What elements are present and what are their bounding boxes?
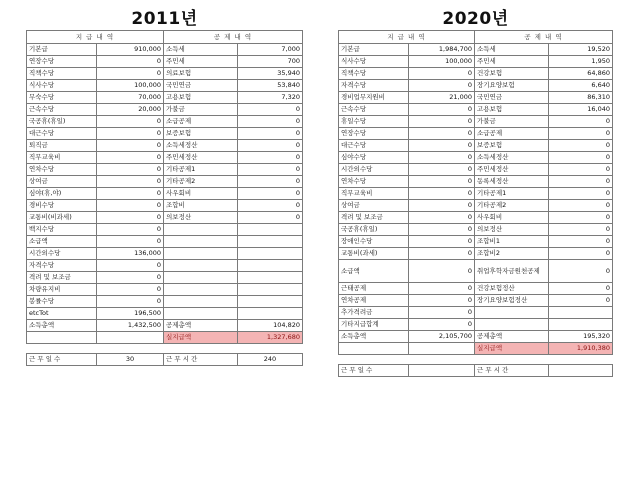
- pay-item-label: 추가격려금: [339, 307, 409, 319]
- deduct-item-label: [164, 224, 238, 236]
- pay-item-amount: 910,000: [97, 44, 164, 56]
- deduct-item-label: 장기요양보험정산: [475, 295, 549, 307]
- table-row: [339, 152, 613, 164]
- pay-item-amount: 0: [409, 164, 475, 176]
- pay-item-label: 상여금: [339, 200, 409, 212]
- pay-item-amount: 0: [409, 260, 475, 283]
- deduct-item-label: 주민세: [475, 56, 549, 68]
- header-pay: 지 급 내 역: [339, 31, 475, 44]
- deduct-item-label: 주민세정산: [164, 152, 238, 164]
- footer-row: [339, 365, 613, 377]
- deduct-item-label: [164, 260, 238, 272]
- deduct-item-amount: 0: [549, 236, 613, 248]
- pay-item-amount: [409, 343, 475, 355]
- header-deduct: 공 제 내 역: [475, 31, 613, 44]
- pay-item-label: 휴일수당: [339, 116, 409, 128]
- deduct-item-amount: 0: [238, 200, 303, 212]
- deduct-item-label: 공제총액: [475, 331, 549, 343]
- pay-item-label: 국공휴(휴일): [339, 224, 409, 236]
- table-row: [339, 307, 613, 319]
- pay-item-amount: 70,000: [97, 92, 164, 104]
- deduct-item-amount: 0: [549, 283, 613, 295]
- deduct-item-label: 소득세정산: [164, 140, 238, 152]
- table-row: [27, 116, 303, 128]
- deduct-item-label: 보증보험: [475, 140, 549, 152]
- footer-table: [338, 364, 613, 377]
- deduct-item-label: [475, 319, 549, 331]
- deduct-item-amount: 0: [549, 164, 613, 176]
- table-row: [339, 343, 613, 355]
- deduct-item-amount: 64,860: [549, 68, 613, 80]
- table-row: [27, 164, 303, 176]
- table-row: [339, 319, 613, 331]
- pay-item-label: 백지수당: [27, 224, 97, 236]
- pay-item-amount: 0: [97, 140, 164, 152]
- footer-table: [26, 353, 303, 366]
- pay-item-amount: 0: [409, 68, 475, 80]
- deduct-item-amount: 104,820: [238, 320, 303, 332]
- pay-item-label: 자격수당: [27, 260, 97, 272]
- pay-item-label: 교통비(비과세): [27, 212, 97, 224]
- pay-item-amount: 0: [409, 104, 475, 116]
- pay-item-amount: 0: [97, 188, 164, 200]
- deduct-item-amount: 0: [549, 200, 613, 212]
- pay-item-label: 직책수당: [27, 68, 97, 80]
- table-row: [27, 320, 303, 332]
- deduct-item-amount: [238, 236, 303, 248]
- table-header-row: [339, 31, 613, 44]
- pay-item-label: 연차수당: [27, 164, 97, 176]
- deduct-item-amount: [238, 284, 303, 296]
- table-row: [27, 332, 303, 344]
- table-row: [27, 272, 303, 284]
- deduct-item-label: [164, 308, 238, 320]
- deduct-item-amount: 0: [549, 248, 613, 260]
- pay-item-label: 장애인수당: [339, 236, 409, 248]
- pay-item-label: 기타지급합계: [339, 319, 409, 331]
- pay-item-label: 시간외수당: [339, 164, 409, 176]
- work-hours-value: [549, 365, 613, 377]
- payslip-2020: [338, 8, 613, 377]
- deduct-item-amount: 0: [549, 128, 613, 140]
- deduct-item-amount: 86,310: [549, 92, 613, 104]
- table-row: [339, 200, 613, 212]
- table-row: [339, 224, 613, 236]
- pay-item-amount: [97, 332, 164, 344]
- pay-item-amount: 0: [97, 272, 164, 284]
- deduct-item-label: 가불금: [475, 116, 549, 128]
- pay-item-amount: 1,984,700: [409, 44, 475, 56]
- deduct-item-label: 소득세정산: [475, 152, 549, 164]
- pay-item-label: 근태공제: [339, 283, 409, 295]
- pay-item-amount: 2,105,700: [409, 331, 475, 343]
- deduct-item-amount: 0: [238, 152, 303, 164]
- deduct-item-amount: 0: [238, 176, 303, 188]
- pay-item-label: 직무교육비: [27, 152, 97, 164]
- deduct-item-label: 공제총액: [164, 320, 238, 332]
- deduct-item-amount: 0: [238, 104, 303, 116]
- pay-item-amount: 0: [409, 319, 475, 331]
- pay-item-label: 격려 및 보조금: [339, 212, 409, 224]
- deduct-item-label: 주민세: [164, 56, 238, 68]
- deduct-item-amount: [238, 224, 303, 236]
- pay-item-label: 대근수당: [27, 128, 97, 140]
- pay-item-label: 경비업무지원비: [339, 92, 409, 104]
- footer-row: [27, 354, 303, 366]
- deduct-item-amount: 0: [549, 152, 613, 164]
- deduct-item-amount: 0: [238, 188, 303, 200]
- pay-item-label: etcTot: [27, 308, 97, 320]
- deduct-item-label: 실지급액: [164, 332, 238, 344]
- table-row: [339, 176, 613, 188]
- deduct-item-amount: [238, 248, 303, 260]
- deduct-item-label: 의료보험: [164, 68, 238, 80]
- pay-item-label: 연장수당: [27, 56, 97, 68]
- deduct-item-amount: [238, 272, 303, 284]
- deduct-item-label: 의보정산: [475, 224, 549, 236]
- deduct-item-amount: 7,000: [238, 44, 303, 56]
- pay-item-label: 직무교육비: [339, 188, 409, 200]
- table-row: [27, 56, 303, 68]
- pay-item-label: 퇴직금: [27, 140, 97, 152]
- deduct-item-label: [164, 284, 238, 296]
- pay-item-amount: 0: [409, 236, 475, 248]
- deduct-item-amount: [238, 308, 303, 320]
- pay-item-amount: 100,000: [97, 80, 164, 92]
- deduct-item-label: 의보정산: [164, 212, 238, 224]
- deduct-item-label: 가불금: [164, 104, 238, 116]
- pay-item-label: 식사수당: [339, 56, 409, 68]
- pay-item-amount: 0: [97, 152, 164, 164]
- pay-item-amount: 0: [409, 212, 475, 224]
- table-row: [339, 80, 613, 92]
- pay-item-amount: 0: [97, 236, 164, 248]
- deduct-item-label: 기타공제2: [475, 200, 549, 212]
- deduct-item-label: 보증보험: [164, 128, 238, 140]
- deduct-item-label: [475, 307, 549, 319]
- pay-item-amount: 0: [409, 188, 475, 200]
- deduct-item-label: 소급공제: [164, 116, 238, 128]
- table-row: [339, 140, 613, 152]
- panel-title: 2011년: [131, 9, 198, 29]
- table-row: [27, 104, 303, 116]
- deduct-item-label: 사우회비: [475, 212, 549, 224]
- pay-item-label: 경비수당: [27, 200, 97, 212]
- deduct-item-label: [164, 236, 238, 248]
- pay-item-amount: 0: [97, 224, 164, 236]
- table-row: [339, 212, 613, 224]
- deduct-item-label: 건강보험정산: [475, 283, 549, 295]
- pay-item-label: 심야(휴,야): [27, 188, 97, 200]
- payslip-table: [26, 30, 303, 344]
- deduct-item-amount: 0: [549, 212, 613, 224]
- pay-item-label: 격려 및 보조금: [27, 272, 97, 284]
- pay-item-amount: 0: [97, 68, 164, 80]
- work-days-value: 30: [97, 354, 164, 366]
- pay-item-amount: 0: [409, 224, 475, 236]
- pay-item-label: 상여금: [27, 176, 97, 188]
- deduct-item-label: 고용보험: [164, 92, 238, 104]
- deduct-item-amount: 195,320: [549, 331, 613, 343]
- table-row: [339, 164, 613, 176]
- deduct-item-amount: 1,950: [549, 56, 613, 68]
- table-row: [27, 188, 303, 200]
- pay-item-label: 소득총액: [27, 320, 97, 332]
- deduct-item-label: 취업후학자금원천공제: [475, 260, 549, 283]
- deduct-item-amount: 0: [549, 224, 613, 236]
- table-row: [27, 128, 303, 140]
- pay-item-label: 시간외수당: [27, 248, 97, 260]
- pay-item-amount: 0: [97, 284, 164, 296]
- deduct-item-label: [164, 272, 238, 284]
- pay-item-amount: 0: [97, 164, 164, 176]
- pay-item-label: 소득총액: [339, 331, 409, 343]
- deduct-item-amount: 53,840: [238, 80, 303, 92]
- table-row: [27, 236, 303, 248]
- deduct-item-amount: 1,910,380: [549, 343, 613, 355]
- table-row: [339, 236, 613, 248]
- deduct-item-label: 실지급액: [475, 343, 549, 355]
- deduct-item-amount: 0: [238, 140, 303, 152]
- table-row: [27, 68, 303, 80]
- pay-item-amount: 21,000: [409, 92, 475, 104]
- pay-item-amount: 0: [97, 116, 164, 128]
- deduct-item-amount: 19,520: [549, 44, 613, 56]
- work-days-label: 근 무 일 수: [339, 365, 409, 377]
- table-row: [339, 128, 613, 140]
- pay-item-amount: 0: [97, 296, 164, 308]
- deduct-item-label: 사우회비: [164, 188, 238, 200]
- pay-item-label: 소급액: [339, 260, 409, 283]
- pay-item-amount: 0: [409, 128, 475, 140]
- pay-item-label: 기본급: [27, 44, 97, 56]
- deduct-item-label: 기타공제2: [164, 176, 238, 188]
- pay-item-label: 식사수당: [27, 80, 97, 92]
- table-row: [27, 92, 303, 104]
- deduct-item-label: 건강보험: [475, 68, 549, 80]
- pay-item-label: 심야수당: [339, 152, 409, 164]
- table-row: [27, 44, 303, 56]
- pay-item-label: 봉률수당: [27, 296, 97, 308]
- deduct-item-amount: [549, 319, 613, 331]
- table-row: [339, 260, 613, 283]
- deduct-item-amount: 0: [549, 116, 613, 128]
- table-row: [27, 140, 303, 152]
- deduct-item-amount: 0: [549, 260, 613, 283]
- table-row: [339, 331, 613, 343]
- deduct-item-label: 소득세: [164, 44, 238, 56]
- deduct-item-amount: 0: [238, 128, 303, 140]
- deduct-item-amount: 35,940: [238, 68, 303, 80]
- pay-item-amount: 0: [409, 152, 475, 164]
- deduct-item-amount: 7,320: [238, 92, 303, 104]
- pay-item-amount: 0: [97, 128, 164, 140]
- pay-item-label: [339, 343, 409, 355]
- table-row: [339, 116, 613, 128]
- pay-item-label: 대근수당: [339, 140, 409, 152]
- pay-item-amount: 0: [97, 56, 164, 68]
- deduct-item-label: 조합비: [164, 200, 238, 212]
- pay-item-label: 근속수당: [339, 104, 409, 116]
- deduct-item-amount: [238, 260, 303, 272]
- pay-item-amount: 1,432,500: [97, 320, 164, 332]
- deduct-item-label: 주민세정산: [475, 164, 549, 176]
- pay-item-amount: 20,000: [97, 104, 164, 116]
- deduct-item-amount: [549, 307, 613, 319]
- table-row: [339, 92, 613, 104]
- pay-item-amount: 0: [409, 307, 475, 319]
- deduct-item-label: 국민연금: [164, 80, 238, 92]
- deduct-item-label: 기타공제1: [164, 164, 238, 176]
- pay-item-label: 근속수당: [27, 104, 97, 116]
- table-row: [27, 260, 303, 272]
- payslip-table: [338, 30, 613, 355]
- table-row: [27, 200, 303, 212]
- pay-item-amount: 0: [409, 248, 475, 260]
- pay-item-label: 무숙수당: [27, 92, 97, 104]
- table-row: [27, 296, 303, 308]
- header-deduct: 공 제 내 역: [164, 31, 303, 44]
- deduct-item-amount: 0: [238, 164, 303, 176]
- deduct-item-amount: 0: [549, 140, 613, 152]
- pay-item-amount: 0: [409, 80, 475, 92]
- payslip-2011: [26, 8, 303, 366]
- table-row: [27, 248, 303, 260]
- table-row: [27, 224, 303, 236]
- table-row: [339, 44, 613, 56]
- pay-item-amount: 0: [97, 200, 164, 212]
- deduct-item-label: [164, 248, 238, 260]
- deduct-item-amount: 0: [238, 212, 303, 224]
- table-row: [27, 152, 303, 164]
- table-row: [27, 176, 303, 188]
- deduct-item-label: 동록세정산: [475, 176, 549, 188]
- pay-item-label: 교통비(과세): [339, 248, 409, 260]
- table-row: [339, 104, 613, 116]
- pay-item-label: 소급액: [27, 236, 97, 248]
- deduct-item-amount: 6,640: [549, 80, 613, 92]
- pay-item-amount: 0: [409, 176, 475, 188]
- deduct-item-label: 국민연금: [475, 92, 549, 104]
- pay-item-amount: 0: [409, 200, 475, 212]
- pay-item-amount: 0: [409, 295, 475, 307]
- deduct-item-amount: 0: [549, 188, 613, 200]
- pay-item-label: [27, 332, 97, 344]
- deduct-item-label: 장기요양보험: [475, 80, 549, 92]
- pay-item-label: 국공휴(휴일): [27, 116, 97, 128]
- header-pay: 지 급 내 역: [27, 31, 164, 44]
- pay-item-amount: 196,500: [97, 308, 164, 320]
- table-row: [339, 295, 613, 307]
- work-days-value: [409, 365, 475, 377]
- pay-item-label: 기본급: [339, 44, 409, 56]
- table-row: [339, 283, 613, 295]
- pay-item-amount: 0: [97, 260, 164, 272]
- deduct-item-label: [164, 296, 238, 308]
- pay-item-amount: 0: [409, 283, 475, 295]
- deduct-item-label: 소급공제: [475, 128, 549, 140]
- pay-item-amount: 0: [97, 176, 164, 188]
- deduct-item-label: 고용보험: [475, 104, 549, 116]
- panel-title: 2020년: [442, 9, 509, 29]
- pay-item-amount: 0: [97, 212, 164, 224]
- table-header-row: [27, 31, 303, 44]
- deduct-item-label: 소득세: [475, 44, 549, 56]
- table-row: [339, 248, 613, 260]
- table-row: [27, 308, 303, 320]
- pay-item-label: 연차공제: [339, 295, 409, 307]
- pay-item-amount: 0: [409, 140, 475, 152]
- pay-item-label: 차량유지비: [27, 284, 97, 296]
- pay-item-amount: 100,000: [409, 56, 475, 68]
- deduct-item-amount: 0: [549, 176, 613, 188]
- pay-item-label: 연차수당: [339, 176, 409, 188]
- deduct-item-label: 조합비2: [475, 248, 549, 260]
- table-row: [27, 284, 303, 296]
- deduct-item-amount: 16,040: [549, 104, 613, 116]
- pay-item-label: 자격수당: [339, 80, 409, 92]
- deduct-item-amount: 1,327,680: [238, 332, 303, 344]
- table-row: [27, 80, 303, 92]
- deduct-item-amount: [238, 296, 303, 308]
- work-hours-label: 근 무 시 간: [475, 365, 549, 377]
- table-row: [27, 212, 303, 224]
- pay-item-label: 직책수당: [339, 68, 409, 80]
- pay-item-amount: 136,000: [97, 248, 164, 260]
- table-row: [339, 56, 613, 68]
- deduct-item-amount: 0: [238, 116, 303, 128]
- deduct-item-label: 기타공제1: [475, 188, 549, 200]
- table-row: [339, 68, 613, 80]
- table-row: [339, 188, 613, 200]
- work-hours-label: 근 무 시 간: [164, 354, 238, 366]
- work-hours-value: 240: [238, 354, 303, 366]
- deduct-item-label: 조합비1: [475, 236, 549, 248]
- deduct-item-amount: 0: [549, 295, 613, 307]
- pay-item-amount: 0: [409, 116, 475, 128]
- work-days-label: 근 무 일 수: [27, 354, 97, 366]
- pay-item-label: 연장수당: [339, 128, 409, 140]
- deduct-item-amount: 700: [238, 56, 303, 68]
